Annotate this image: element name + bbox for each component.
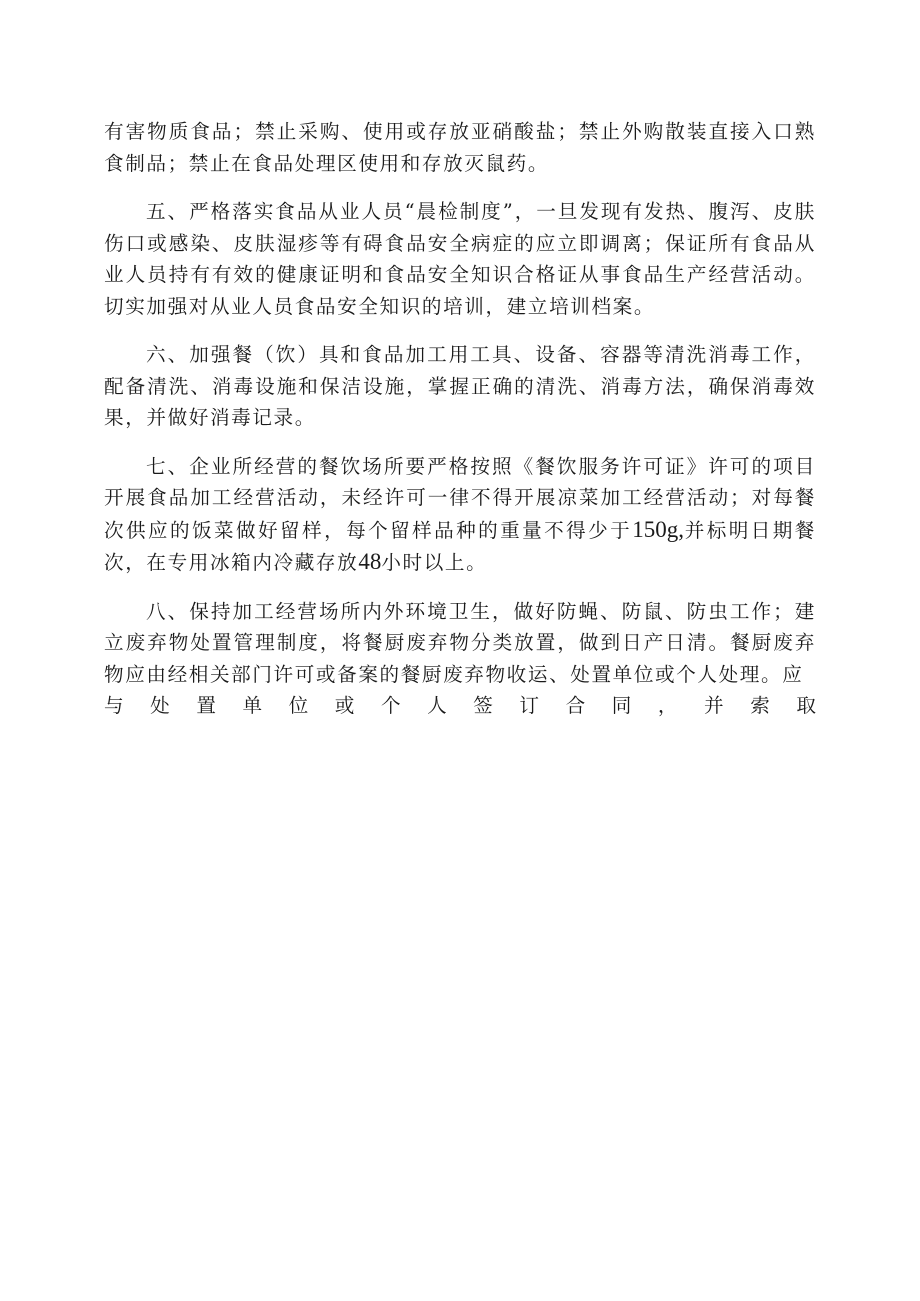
sample-weight-value: 150g,: [632, 516, 684, 542]
paragraph-seven-sample-retention: [104, 451, 816, 579]
last-line-char: 处: [150, 694, 170, 717]
last-line-char: ，: [657, 694, 678, 717]
paragraph-five-morning-check: 五、严格落实食品从业人员“晨检制度”，一旦发现有发热、腹泻、皮肤伤口或感染、皮肤湿疹等有碍食品安全病症的应立即调离；保证所有食品从业人员持有有效的健康证明和食品安全知识合格证从事食品生产经营活动。切实加强对从业人员食品安全知识的培训，建立培训档案。: [104, 200, 816, 318]
last-line-char: 并: [704, 694, 724, 717]
last-line-char: 置: [196, 694, 216, 717]
last-line-char: 取: [796, 694, 816, 717]
last-line-char: 人: [427, 694, 447, 717]
last-line-char: 单: [242, 694, 263, 717]
storage-hours-value: 48: [358, 549, 382, 574]
last-line-char: 个: [380, 694, 401, 717]
last-line-char: 位: [288, 694, 309, 717]
last-line-char: 或: [334, 694, 355, 717]
last-line-char: 订: [519, 694, 539, 717]
paragraph-seven-text-3: 小时以上。: [381, 551, 488, 574]
last-line-char: 同: [611, 694, 632, 717]
document-body: [104, 116, 816, 722]
last-line-char: 索: [750, 694, 770, 717]
last-line-char: 与: [104, 694, 124, 717]
last-line-char: 合: [565, 694, 586, 717]
paragraph-eight-environment: 八、保持加工经营场所内外环境卫生，做好防蝇、防鼠、防虫工作；建立废弃物处置管理制度，将餐厨废弃物分类放置，做到日产日清。餐厨废弃物应由经相关部门许可或备案的餐厨废弃物收运、处置单位或个人处理。应: [104, 599, 816, 686]
last-line-char: 签: [473, 694, 493, 717]
paragraph-eight-last-line: [104, 690, 816, 722]
paragraph-prohibitions-continued: 有害物质食品；禁止采购、使用或存放亚硝酸盐；禁止外购散装直接入口熟食制品；禁止在食品处理区使用和存放灭鼠药。: [104, 120, 816, 175]
paragraph-seven-text-2: 并标明日期餐次，在专用冰箱内冷藏存放: [104, 518, 816, 574]
paragraph-seven-text-1: 七、企业所经营的餐饮场所要严格按照《餐饮服务许可证》许可的项目开展食品加工经营活动，未经许可一律不得开展凉菜加工经营活动；对每餐次供应的饭菜做好留样，每个留样品种的重量不得少于: [104, 454, 816, 542]
paragraph-six-disinfection: 六、加强餐（饮）具和食品加工用工具、设备、容器等清洗消毒工作，配备清洗、消毒设施和保洁设施，掌握正确的清洗、消毒方法，确保消毒效果，并做好消毒记录。: [104, 343, 816, 429]
